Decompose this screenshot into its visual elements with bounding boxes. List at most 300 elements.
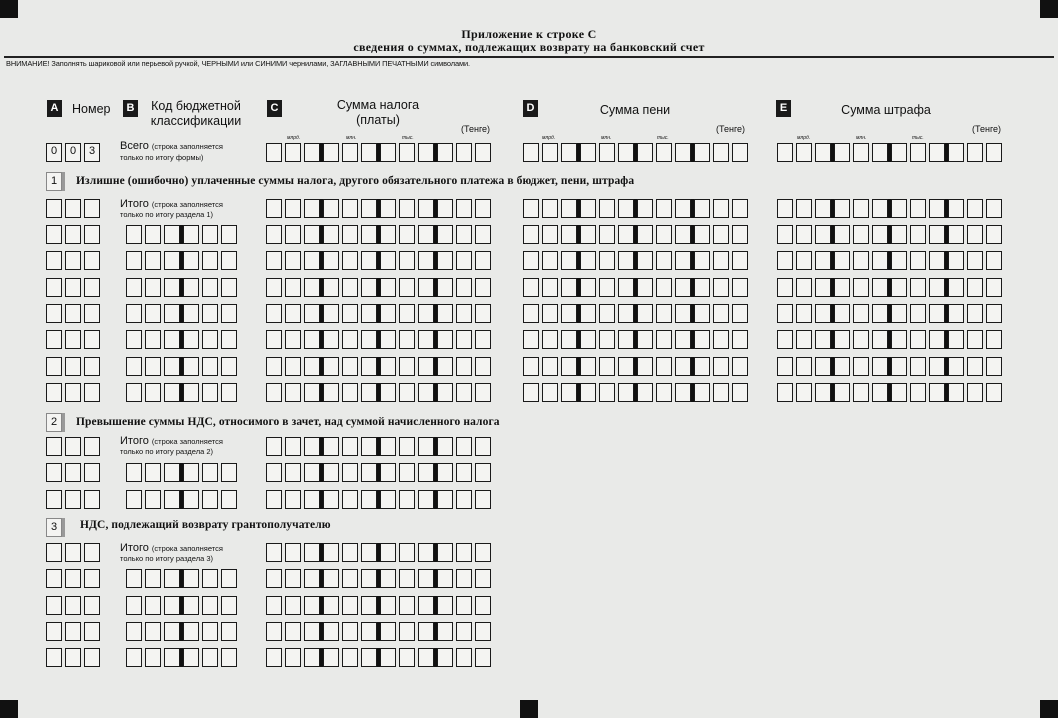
s1-row-tax-cell[interactable] xyxy=(380,304,396,323)
s1-row-number-cell[interactable] xyxy=(84,278,100,297)
s1-row-penalty-cell[interactable] xyxy=(694,199,710,218)
s1-row-tax-cell[interactable] xyxy=(456,225,472,244)
s1-row-fine-cell[interactable] xyxy=(948,383,964,402)
s3-row-tax-cell[interactable] xyxy=(380,648,396,667)
s1-row-penalty-cell[interactable] xyxy=(713,383,729,402)
s3-row-kbk-cell[interactable] xyxy=(164,648,180,667)
s1-row-penalty-cell[interactable] xyxy=(732,225,748,244)
s1-row-penalty-cell[interactable] xyxy=(523,278,539,297)
s1-row-kbk-cell[interactable] xyxy=(164,383,180,402)
s1-row-kbk-cell[interactable] xyxy=(145,278,161,297)
s3-row-tax-cell[interactable] xyxy=(323,648,339,667)
s1-row-fine-cell[interactable] xyxy=(910,251,926,270)
s2-row-tax-cell[interactable] xyxy=(399,490,415,509)
s2-row-tax-cell[interactable] xyxy=(304,490,320,509)
s3-row-kbk-cell[interactable] xyxy=(126,648,142,667)
s3-row-tax-cell[interactable] xyxy=(323,622,339,641)
s1-row-tax-cell[interactable] xyxy=(456,330,472,349)
s1-row-fine-cell[interactable] xyxy=(910,225,926,244)
total-tax-cell[interactable] xyxy=(323,143,339,162)
s3-row-number-cell[interactable] xyxy=(84,648,100,667)
total-fine-cell[interactable] xyxy=(815,143,831,162)
s1-row-tax-cell[interactable] xyxy=(399,199,415,218)
s3-row-kbk-cell[interactable] xyxy=(183,569,199,588)
s2-row-kbk-cell[interactable] xyxy=(126,463,142,482)
s3-row-tax-cell[interactable] xyxy=(361,622,377,641)
s3-row-tax-cell[interactable] xyxy=(380,596,396,615)
s1-row-fine-cell[interactable] xyxy=(910,357,926,376)
s1-row-penalty-cell[interactable] xyxy=(561,330,577,349)
s1-row-kbk-cell[interactable] xyxy=(164,278,180,297)
s1-row-number-cell[interactable] xyxy=(65,199,81,218)
s1-row-penalty-cell[interactable] xyxy=(637,199,653,218)
s1-row-tax-cell[interactable] xyxy=(380,199,396,218)
s1-row-tax-cell[interactable] xyxy=(361,225,377,244)
s1-row-tax-cell[interactable] xyxy=(361,251,377,270)
s1-row-number-cell[interactable] xyxy=(84,330,100,349)
s3-row-tax-cell[interactable] xyxy=(418,648,434,667)
s1-row-penalty-cell[interactable] xyxy=(637,304,653,323)
s1-row-penalty-cell[interactable] xyxy=(599,357,615,376)
s2-row-tax-cell[interactable] xyxy=(475,490,491,509)
s1-row-fine-cell[interactable] xyxy=(986,357,1002,376)
s1-row-fine-cell[interactable] xyxy=(929,278,945,297)
s1-row-kbk-cell[interactable] xyxy=(202,225,218,244)
s1-row-kbk-cell[interactable] xyxy=(145,251,161,270)
s1-row-penalty-cell[interactable] xyxy=(675,357,691,376)
s1-row-number-cell[interactable] xyxy=(84,199,100,218)
s1-row-tax-cell[interactable] xyxy=(323,278,339,297)
s1-row-fine-cell[interactable] xyxy=(872,357,888,376)
s1-row-fine-cell[interactable] xyxy=(853,278,869,297)
s1-row-penalty-cell[interactable] xyxy=(656,199,672,218)
s1-row-kbk-cell[interactable] xyxy=(183,278,199,297)
s3-row-tax-cell[interactable] xyxy=(456,569,472,588)
s1-row-fine-cell[interactable] xyxy=(910,304,926,323)
s1-row-fine-cell[interactable] xyxy=(872,278,888,297)
s2-row-tax-cell[interactable] xyxy=(342,437,358,456)
s1-row-fine-cell[interactable] xyxy=(929,330,945,349)
s1-row-number-cell[interactable] xyxy=(65,278,81,297)
s3-row-tax-cell[interactable] xyxy=(437,543,453,562)
s1-row-fine-cell[interactable] xyxy=(815,251,831,270)
s1-row-tax-cell[interactable] xyxy=(323,304,339,323)
s1-row-fine-cell[interactable] xyxy=(872,225,888,244)
s1-row-number-cell[interactable] xyxy=(46,330,62,349)
s1-row-tax-cell[interactable] xyxy=(399,383,415,402)
s1-row-penalty-cell[interactable] xyxy=(542,383,558,402)
s2-row-tax-cell[interactable] xyxy=(285,437,301,456)
s1-row-tax-cell[interactable] xyxy=(342,330,358,349)
total-penalty-cell[interactable] xyxy=(542,143,558,162)
s1-row-penalty-cell[interactable] xyxy=(523,357,539,376)
s1-row-fine-cell[interactable] xyxy=(986,383,1002,402)
s1-row-penalty-cell[interactable] xyxy=(637,225,653,244)
s1-row-penalty-cell[interactable] xyxy=(732,304,748,323)
s1-row-fine-cell[interactable] xyxy=(910,383,926,402)
s1-row-tax-cell[interactable] xyxy=(475,383,491,402)
s1-row-kbk-cell[interactable] xyxy=(221,330,237,349)
s1-row-fine-cell[interactable] xyxy=(853,251,869,270)
total-tax-cell[interactable] xyxy=(437,143,453,162)
s1-row-fine-cell[interactable] xyxy=(967,251,983,270)
s2-row-kbk-cell[interactable] xyxy=(202,463,218,482)
s1-row-kbk-cell[interactable] xyxy=(126,251,142,270)
s1-row-tax-cell[interactable] xyxy=(304,251,320,270)
total-penalty-cell[interactable] xyxy=(637,143,653,162)
s1-row-number-cell[interactable] xyxy=(65,225,81,244)
s2-row-tax-cell[interactable] xyxy=(399,437,415,456)
s2-row-tax-cell[interactable] xyxy=(475,437,491,456)
total-number-cell[interactable] xyxy=(84,143,100,162)
s1-row-fine-cell[interactable] xyxy=(948,304,964,323)
s1-row-number-cell[interactable] xyxy=(84,304,100,323)
s1-row-penalty-cell[interactable] xyxy=(523,330,539,349)
s1-row-tax-cell[interactable] xyxy=(285,225,301,244)
s1-row-tax-cell[interactable] xyxy=(418,383,434,402)
s3-row-tax-cell[interactable] xyxy=(437,648,453,667)
s1-row-penalty-cell[interactable] xyxy=(580,199,596,218)
s3-row-number-cell[interactable] xyxy=(65,648,81,667)
s2-row-kbk-cell[interactable] xyxy=(164,490,180,509)
s1-row-penalty-cell[interactable] xyxy=(561,251,577,270)
s1-row-fine-cell[interactable] xyxy=(834,383,850,402)
s3-row-kbk-cell[interactable] xyxy=(183,596,199,615)
s1-row-penalty-cell[interactable] xyxy=(656,330,672,349)
s1-row-tax-cell[interactable] xyxy=(285,199,301,218)
s3-row-tax-cell[interactable] xyxy=(399,596,415,615)
s3-row-kbk-cell[interactable] xyxy=(145,596,161,615)
s1-row-number-cell[interactable] xyxy=(84,251,100,270)
s1-row-tax-cell[interactable] xyxy=(475,251,491,270)
s1-row-penalty-cell[interactable] xyxy=(675,225,691,244)
s1-row-number-cell[interactable] xyxy=(46,278,62,297)
s1-row-tax-cell[interactable] xyxy=(399,304,415,323)
s1-row-kbk-cell[interactable] xyxy=(202,357,218,376)
s1-row-tax-cell[interactable] xyxy=(399,357,415,376)
s1-row-fine-cell[interactable] xyxy=(929,383,945,402)
s3-row-kbk-cell[interactable] xyxy=(202,648,218,667)
s1-row-penalty-cell[interactable] xyxy=(656,357,672,376)
s2-row-tax-cell[interactable] xyxy=(380,490,396,509)
s3-row-tax-cell[interactable] xyxy=(361,569,377,588)
total-tax-cell[interactable] xyxy=(285,143,301,162)
s3-row-kbk-cell[interactable] xyxy=(221,596,237,615)
s1-row-tax-cell[interactable] xyxy=(361,304,377,323)
s1-row-fine-cell[interactable] xyxy=(796,357,812,376)
s2-row-kbk-cell[interactable] xyxy=(145,490,161,509)
s3-row-tax-cell[interactable] xyxy=(361,596,377,615)
s1-row-penalty-cell[interactable] xyxy=(637,251,653,270)
s1-row-tax-cell[interactable] xyxy=(475,225,491,244)
total-penalty-cell[interactable] xyxy=(656,143,672,162)
s1-row-penalty-cell[interactable] xyxy=(732,278,748,297)
s2-row-tax-cell[interactable] xyxy=(418,490,434,509)
s3-row-tax-cell[interactable] xyxy=(399,648,415,667)
s3-row-kbk-cell[interactable] xyxy=(202,569,218,588)
s1-row-penalty-cell[interactable] xyxy=(542,304,558,323)
s1-row-fine-cell[interactable] xyxy=(967,383,983,402)
s1-row-number-cell[interactable] xyxy=(46,225,62,244)
s1-row-number-cell[interactable] xyxy=(84,383,100,402)
s3-row-tax-cell[interactable] xyxy=(418,596,434,615)
s1-row-penalty-cell[interactable] xyxy=(523,199,539,218)
s1-row-penalty-cell[interactable] xyxy=(732,383,748,402)
s1-row-fine-cell[interactable] xyxy=(834,199,850,218)
s2-row-tax-cell[interactable] xyxy=(285,463,301,482)
total-tax-cell[interactable] xyxy=(418,143,434,162)
total-fine-cell[interactable] xyxy=(796,143,812,162)
s1-row-kbk-cell[interactable] xyxy=(145,330,161,349)
s3-row-tax-cell[interactable] xyxy=(285,569,301,588)
total-fine-cell[interactable] xyxy=(967,143,983,162)
s1-row-penalty-cell[interactable] xyxy=(580,251,596,270)
s1-row-kbk-cell[interactable] xyxy=(164,330,180,349)
s3-row-tax-cell[interactable] xyxy=(418,569,434,588)
s1-row-kbk-cell[interactable] xyxy=(202,251,218,270)
s1-row-tax-cell[interactable] xyxy=(361,383,377,402)
s1-row-fine-cell[interactable] xyxy=(834,304,850,323)
s2-row-number-cell[interactable] xyxy=(84,490,100,509)
s1-row-tax-cell[interactable] xyxy=(266,251,282,270)
s1-row-penalty-cell[interactable] xyxy=(599,330,615,349)
s3-row-number-cell[interactable] xyxy=(84,596,100,615)
s3-row-tax-cell[interactable] xyxy=(266,622,282,641)
s1-row-tax-cell[interactable] xyxy=(342,251,358,270)
s1-row-fine-cell[interactable] xyxy=(872,251,888,270)
s1-row-tax-cell[interactable] xyxy=(323,225,339,244)
s1-row-tax-cell[interactable] xyxy=(418,278,434,297)
s1-row-tax-cell[interactable] xyxy=(285,357,301,376)
s1-row-kbk-cell[interactable] xyxy=(221,304,237,323)
total-fine-cell[interactable] xyxy=(853,143,869,162)
s1-row-number-cell[interactable] xyxy=(65,304,81,323)
s1-row-tax-cell[interactable] xyxy=(304,330,320,349)
s3-row-tax-cell[interactable] xyxy=(380,569,396,588)
s1-row-penalty-cell[interactable] xyxy=(694,251,710,270)
s1-row-number-cell[interactable] xyxy=(65,357,81,376)
s2-row-tax-cell[interactable] xyxy=(418,437,434,456)
s1-row-tax-cell[interactable] xyxy=(285,251,301,270)
s2-row-number-cell[interactable] xyxy=(65,437,81,456)
s3-row-tax-cell[interactable] xyxy=(475,622,491,641)
s3-row-tax-cell[interactable] xyxy=(456,543,472,562)
s2-row-number-cell[interactable] xyxy=(84,463,100,482)
s1-row-penalty-cell[interactable] xyxy=(713,304,729,323)
s3-row-tax-cell[interactable] xyxy=(304,648,320,667)
s1-row-number-cell[interactable] xyxy=(84,225,100,244)
s1-row-tax-cell[interactable] xyxy=(418,199,434,218)
s1-row-fine-cell[interactable] xyxy=(872,383,888,402)
s2-row-tax-cell[interactable] xyxy=(323,463,339,482)
s1-row-penalty-cell[interactable] xyxy=(618,383,634,402)
s1-row-fine-cell[interactable] xyxy=(929,304,945,323)
s1-row-fine-cell[interactable] xyxy=(910,199,926,218)
s2-row-tax-cell[interactable] xyxy=(418,463,434,482)
s3-row-tax-cell[interactable] xyxy=(475,596,491,615)
s1-row-penalty-cell[interactable] xyxy=(713,330,729,349)
s3-row-tax-cell[interactable] xyxy=(399,543,415,562)
s1-row-penalty-cell[interactable] xyxy=(618,278,634,297)
s2-row-kbk-cell[interactable] xyxy=(221,463,237,482)
s3-row-tax-cell[interactable] xyxy=(285,596,301,615)
s1-row-penalty-cell[interactable] xyxy=(561,199,577,218)
s1-row-penalty-cell[interactable] xyxy=(713,357,729,376)
s1-row-tax-cell[interactable] xyxy=(323,383,339,402)
s1-row-penalty-cell[interactable] xyxy=(675,251,691,270)
s2-row-tax-cell[interactable] xyxy=(304,437,320,456)
s1-row-kbk-cell[interactable] xyxy=(221,383,237,402)
s2-row-tax-cell[interactable] xyxy=(361,490,377,509)
s1-row-tax-cell[interactable] xyxy=(304,357,320,376)
s1-row-kbk-cell[interactable] xyxy=(202,278,218,297)
s1-row-fine-cell[interactable] xyxy=(796,383,812,402)
s1-row-tax-cell[interactable] xyxy=(266,278,282,297)
s1-row-tax-cell[interactable] xyxy=(266,199,282,218)
s2-row-kbk-cell[interactable] xyxy=(183,490,199,509)
s1-row-tax-cell[interactable] xyxy=(266,357,282,376)
s1-row-fine-cell[interactable] xyxy=(891,330,907,349)
s1-row-fine-cell[interactable] xyxy=(948,199,964,218)
s2-row-tax-cell[interactable] xyxy=(437,463,453,482)
s3-row-kbk-cell[interactable] xyxy=(164,569,180,588)
s1-row-tax-cell[interactable] xyxy=(380,225,396,244)
total-penalty-cell[interactable] xyxy=(580,143,596,162)
s1-row-fine-cell[interactable] xyxy=(777,225,793,244)
s3-row-kbk-cell[interactable] xyxy=(145,569,161,588)
s1-row-penalty-cell[interactable] xyxy=(675,278,691,297)
s1-row-tax-cell[interactable] xyxy=(418,357,434,376)
s1-row-fine-cell[interactable] xyxy=(948,330,964,349)
s3-row-tax-cell[interactable] xyxy=(437,569,453,588)
s1-row-penalty-cell[interactable] xyxy=(656,225,672,244)
total-fine-cell[interactable] xyxy=(872,143,888,162)
s1-row-tax-cell[interactable] xyxy=(304,225,320,244)
s1-row-penalty-cell[interactable] xyxy=(675,330,691,349)
s1-row-tax-cell[interactable] xyxy=(304,199,320,218)
total-penalty-cell[interactable] xyxy=(732,143,748,162)
s3-row-tax-cell[interactable] xyxy=(342,543,358,562)
s1-row-fine-cell[interactable] xyxy=(815,357,831,376)
s1-row-tax-cell[interactable] xyxy=(342,199,358,218)
s2-row-kbk-cell[interactable] xyxy=(183,463,199,482)
s1-row-tax-cell[interactable] xyxy=(342,383,358,402)
s1-row-penalty-cell[interactable] xyxy=(637,330,653,349)
s1-row-penalty-cell[interactable] xyxy=(637,357,653,376)
s1-row-kbk-cell[interactable] xyxy=(126,225,142,244)
s1-row-tax-cell[interactable] xyxy=(342,278,358,297)
s3-row-tax-cell[interactable] xyxy=(475,543,491,562)
s1-row-penalty-cell[interactable] xyxy=(656,251,672,270)
s1-row-kbk-cell[interactable] xyxy=(221,278,237,297)
s1-row-penalty-cell[interactable] xyxy=(656,304,672,323)
total-tax-cell[interactable] xyxy=(304,143,320,162)
s1-row-fine-cell[interactable] xyxy=(796,199,812,218)
s3-row-tax-cell[interactable] xyxy=(361,543,377,562)
s2-row-number-cell[interactable] xyxy=(46,437,62,456)
total-fine-cell[interactable] xyxy=(834,143,850,162)
s1-row-fine-cell[interactable] xyxy=(853,383,869,402)
total-fine-cell[interactable] xyxy=(929,143,945,162)
s3-row-kbk-cell[interactable] xyxy=(164,622,180,641)
s1-row-fine-cell[interactable] xyxy=(815,304,831,323)
s1-row-fine-cell[interactable] xyxy=(948,251,964,270)
s1-row-penalty-cell[interactable] xyxy=(561,357,577,376)
s1-row-fine-cell[interactable] xyxy=(777,330,793,349)
s2-row-tax-cell[interactable] xyxy=(456,437,472,456)
s1-row-fine-cell[interactable] xyxy=(986,225,1002,244)
s1-row-fine-cell[interactable] xyxy=(986,304,1002,323)
s1-row-tax-cell[interactable] xyxy=(323,357,339,376)
s1-row-kbk-cell[interactable] xyxy=(126,304,142,323)
s2-row-tax-cell[interactable] xyxy=(475,463,491,482)
s1-row-tax-cell[interactable] xyxy=(285,330,301,349)
s3-row-tax-cell[interactable] xyxy=(323,569,339,588)
s1-row-tax-cell[interactable] xyxy=(342,225,358,244)
s1-row-fine-cell[interactable] xyxy=(891,357,907,376)
s1-row-tax-cell[interactable] xyxy=(437,278,453,297)
total-fine-cell[interactable] xyxy=(986,143,1002,162)
s1-row-tax-cell[interactable] xyxy=(380,278,396,297)
s1-row-tax-cell[interactable] xyxy=(361,357,377,376)
s3-row-number-cell[interactable] xyxy=(84,543,100,562)
s1-row-fine-cell[interactable] xyxy=(872,330,888,349)
s1-row-kbk-cell[interactable] xyxy=(145,304,161,323)
s3-row-tax-cell[interactable] xyxy=(399,569,415,588)
s1-row-fine-cell[interactable] xyxy=(815,225,831,244)
s1-row-fine-cell[interactable] xyxy=(796,278,812,297)
s1-row-kbk-cell[interactable] xyxy=(183,225,199,244)
s1-row-kbk-cell[interactable] xyxy=(126,357,142,376)
s1-row-fine-cell[interactable] xyxy=(967,357,983,376)
s1-row-tax-cell[interactable] xyxy=(437,251,453,270)
s1-row-fine-cell[interactable] xyxy=(834,278,850,297)
s3-row-kbk-cell[interactable] xyxy=(202,596,218,615)
s1-row-fine-cell[interactable] xyxy=(777,251,793,270)
s2-row-tax-cell[interactable] xyxy=(380,463,396,482)
s1-row-tax-cell[interactable] xyxy=(475,357,491,376)
s1-row-tax-cell[interactable] xyxy=(380,383,396,402)
s3-row-tax-cell[interactable] xyxy=(456,648,472,667)
s1-row-fine-cell[interactable] xyxy=(986,330,1002,349)
s1-row-penalty-cell[interactable] xyxy=(599,199,615,218)
s1-row-tax-cell[interactable] xyxy=(323,330,339,349)
s1-row-fine-cell[interactable] xyxy=(777,304,793,323)
s1-row-fine-cell[interactable] xyxy=(834,357,850,376)
s2-row-number-cell[interactable] xyxy=(46,490,62,509)
s1-row-fine-cell[interactable] xyxy=(910,278,926,297)
s1-row-fine-cell[interactable] xyxy=(986,199,1002,218)
s1-row-fine-cell[interactable] xyxy=(853,199,869,218)
s1-row-penalty-cell[interactable] xyxy=(580,357,596,376)
s1-row-penalty-cell[interactable] xyxy=(523,251,539,270)
s1-row-tax-cell[interactable] xyxy=(475,278,491,297)
s1-row-penalty-cell[interactable] xyxy=(618,199,634,218)
s1-row-penalty-cell[interactable] xyxy=(675,304,691,323)
s2-row-tax-cell[interactable] xyxy=(342,463,358,482)
s1-row-penalty-cell[interactable] xyxy=(599,251,615,270)
total-tax-cell[interactable] xyxy=(456,143,472,162)
s1-row-fine-cell[interactable] xyxy=(834,330,850,349)
s3-row-number-cell[interactable] xyxy=(46,569,62,588)
s1-row-tax-cell[interactable] xyxy=(380,251,396,270)
total-penalty-cell[interactable] xyxy=(561,143,577,162)
s3-row-tax-cell[interactable] xyxy=(437,596,453,615)
s1-row-fine-cell[interactable] xyxy=(853,304,869,323)
s1-row-tax-cell[interactable] xyxy=(437,199,453,218)
s1-row-fine-cell[interactable] xyxy=(929,199,945,218)
s2-row-kbk-cell[interactable] xyxy=(164,463,180,482)
